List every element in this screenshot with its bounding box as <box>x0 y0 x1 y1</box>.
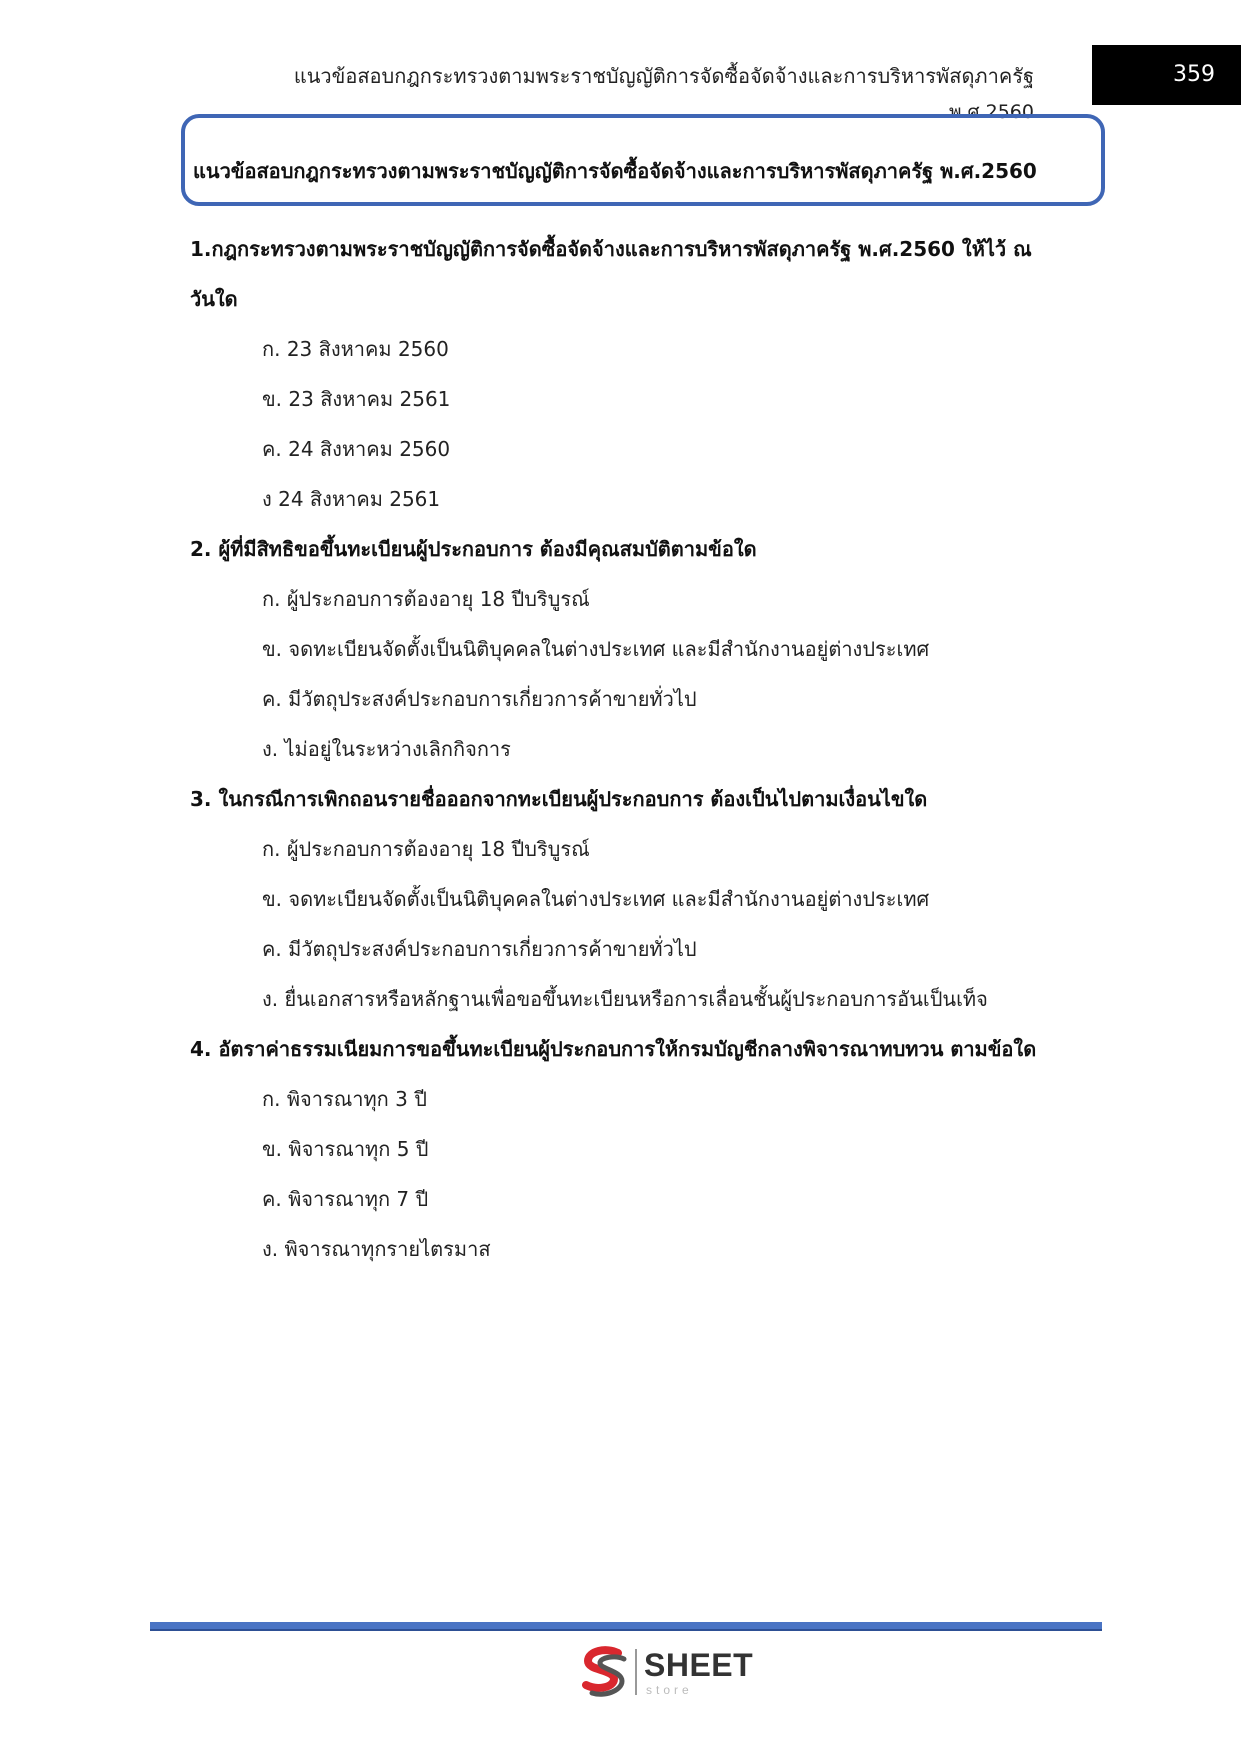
page-number: 359 <box>1173 62 1215 87</box>
running-title: แนวข้อสอบกฎกระทรวงตามพระราชบัญญัติการจัดซื้อจัดจ้างและการบริหารพัสดุภาครัฐ <box>293 64 1034 88</box>
answer-option: ก. ผู้ประกอบการต้องอายุ 18 ปีบริบูรณ์ <box>262 837 590 861</box>
answer-option: ข. พิจารณาทุก 5 ปี <box>262 1137 429 1161</box>
answer-option: ค. พิจารณาทุก 7 ปี <box>262 1187 429 1211</box>
question-text: 3. ในกรณีการเพิกถอนรายชื่อออกจากทะเบียนผู้ประกอบการ ต้องเป็นไปตามเงื่อนไขใด <box>190 787 928 811</box>
s-swoosh-logo-icon <box>578 1645 632 1699</box>
answer-option: ค. มีวัตถุประสงค์ประกอบการเกี่ยวการค้าขายทั่วไป <box>262 687 697 711</box>
footer-rule <box>150 1622 1102 1631</box>
question-text: 2. ผู้ที่มีสิทธิขอขึ้นทะเบียนผู้ประกอบการ ต้องมีคุณสมบัติตามข้อใด <box>190 537 757 561</box>
answer-option: ก. 23 สิงหาคม 2560 <box>262 337 449 361</box>
question-block <box>190 524 1080 774</box>
answer-option: ง. พิจารณาทุกรายไตรมาส <box>262 1237 491 1261</box>
answer-option: ก. ผู้ประกอบการต้องอายุ 18 ปีบริบูรณ์ <box>262 587 590 611</box>
question-block <box>190 1024 1080 1274</box>
answer-option: ง. ไม่อยู่ในระหว่างเลิกกิจการ <box>262 737 511 761</box>
question-text-continued: วันใด <box>190 287 238 311</box>
page-number-tab <box>1092 45 1241 105</box>
question-text: 1.กฎกระทรวงตามพระราชบัญญัติการจัดซื้อจัดจ้างและการบริหารพัสดุภาครัฐ พ.ศ.2560 ให้ไว้ ณ <box>190 237 1032 261</box>
answer-option: ข. จดทะเบียนจัดตั้งเป็นนิติบุคคลในต่างประเทศ และมีสำนักงานอยู่ต่างประเทศ <box>262 887 930 911</box>
question-text: 4. อัตราค่าธรรมเนียมการขอขึ้นทะเบียนผู้ประกอบการให้กรมบัญชีกลางพิจารณาทบทวน ตามข้อใด <box>190 1037 1037 1061</box>
question-block <box>190 224 1080 524</box>
answer-option: ง. ยื่นเอกสารหรือหลักฐานเพื่อขอขึ้นทะเบียนหรือการเลื่อนชั้นผู้ประกอบการอันเป็นเท็จ <box>262 987 988 1011</box>
logo-divider <box>635 1649 637 1695</box>
answer-option: ข. จดทะเบียนจัดตั้งเป็นนิติบุคคลในต่างประเทศ และมีสำนักงานอยู่ต่างประเทศ <box>262 637 930 661</box>
question-list <box>190 224 1080 1274</box>
answer-option: ก. พิจารณาทุก 3 ปี <box>262 1087 427 1111</box>
answer-option: ค. มีวัตถุประสงค์ประกอบการเกี่ยวการค้าขายทั่วไป <box>262 937 697 961</box>
question-block <box>190 774 1080 1024</box>
logo-wordmark: SHEET <box>644 1647 754 1683</box>
logo-subtext: store <box>646 1683 693 1697</box>
running-title-year: พ.ศ.2560 <box>948 101 1034 123</box>
sheet-store-logo <box>578 1645 754 1701</box>
answer-option: ง 24 สิงหาคม 2561 <box>262 487 441 511</box>
answer-option: ข. 23 สิงหาคม 2561 <box>262 387 451 411</box>
section-title: แนวข้อสอบกฎกระทรวงตามพระราชบัญญัติการจัดซื้อจัดจ้างและการบริหารพัสดุภาครัฐ พ.ศ.2560 <box>193 159 1037 183</box>
answer-option: ค. 24 สิงหาคม 2560 <box>262 437 451 461</box>
